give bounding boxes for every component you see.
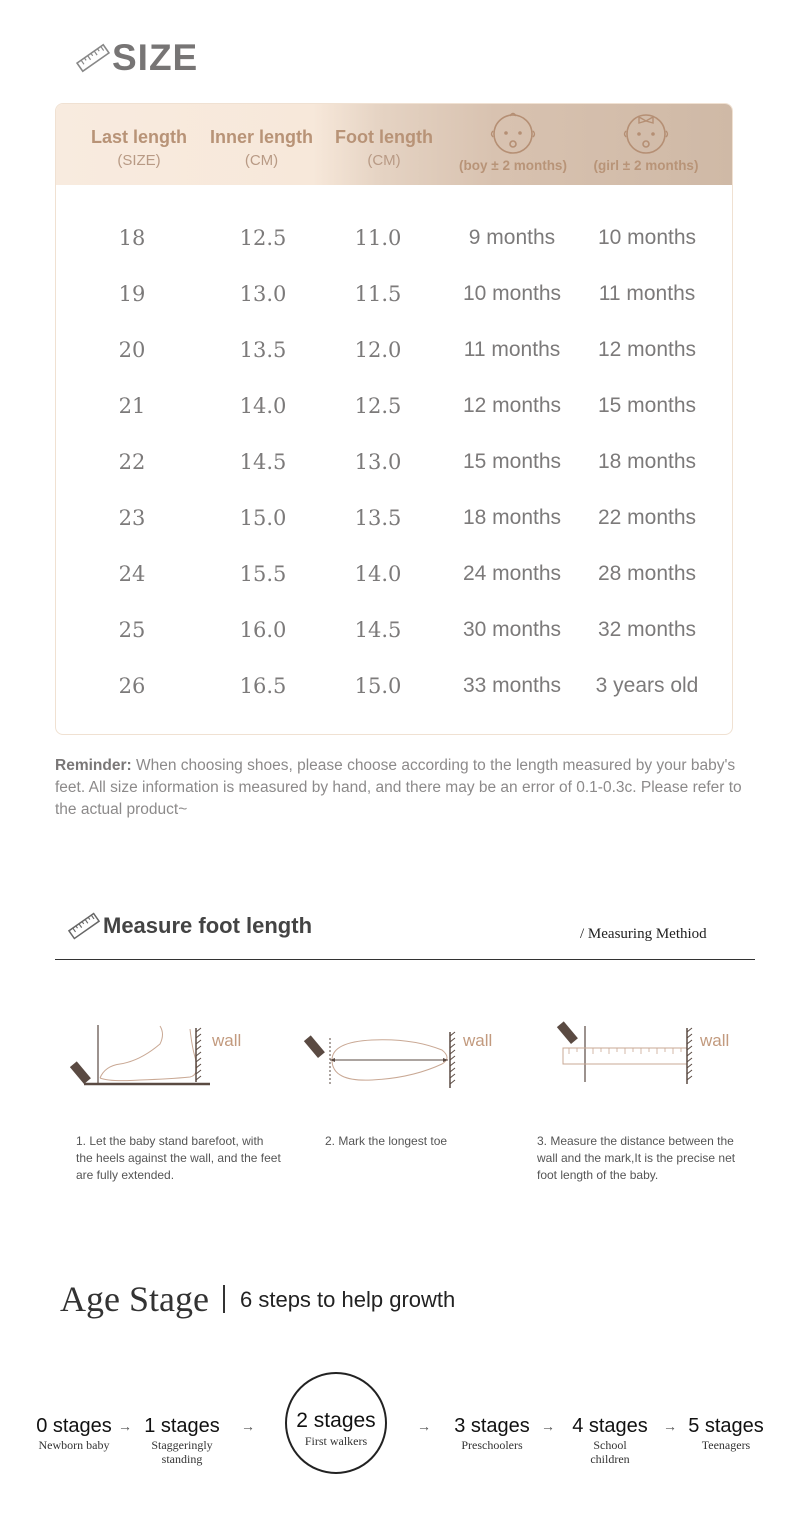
step2-illustration bbox=[300, 1020, 500, 1100]
step1-illustration bbox=[70, 1020, 260, 1100]
table-cell: 10 months bbox=[597, 226, 697, 249]
table-cell: 14.5 bbox=[354, 618, 402, 642]
table-row bbox=[56, 546, 732, 602]
table-cell: 30 months bbox=[462, 618, 562, 641]
step2-text: 2. Mark the longest toe bbox=[325, 1134, 448, 1148]
table-row bbox=[56, 266, 732, 322]
table-cell: 18 bbox=[118, 226, 146, 250]
table-cell: 3 years old bbox=[595, 674, 699, 697]
table-cell: 12.5 bbox=[354, 394, 402, 418]
table-cell: 24 bbox=[118, 562, 146, 586]
table-row bbox=[56, 658, 732, 714]
step3-illustration bbox=[555, 1020, 755, 1100]
table-cell: 25 bbox=[118, 618, 146, 642]
table-header bbox=[56, 104, 732, 185]
header-last-length: Last length (SIZE) bbox=[90, 127, 187, 169]
header-inner-length: Inner length (CM) bbox=[210, 127, 313, 169]
boy-face-icon bbox=[489, 111, 537, 157]
age-stage-subtitle: 6 steps to help growth bbox=[240, 1287, 456, 1312]
table-cell: 32 months bbox=[597, 618, 697, 641]
table-cell: 12 months bbox=[597, 338, 697, 361]
measure-subtitle: / Measuring Methiod bbox=[580, 926, 707, 942]
table-row bbox=[56, 490, 732, 546]
table-cell: 15.0 bbox=[354, 674, 402, 698]
table-cell: 9 months bbox=[468, 226, 556, 249]
table-cell: 24 months bbox=[462, 562, 562, 585]
stage-2: 2 stages First walkers bbox=[296, 1409, 376, 1448]
table-cell: 11 months bbox=[598, 282, 696, 305]
stage-3: 3 stages Preschoolers bbox=[454, 1415, 530, 1452]
wall-label: wall bbox=[212, 1031, 242, 1050]
stage-1: 1 stages Staggeringly standing bbox=[144, 1415, 220, 1466]
measure-title: Measure foot length bbox=[103, 913, 313, 938]
arrow-icon: → bbox=[241, 1418, 255, 1434]
table-cell: 13.5 bbox=[354, 506, 402, 530]
ruler-icon bbox=[76, 41, 110, 75]
table-cell: 14.0 bbox=[239, 394, 287, 418]
header-boy: (boy ± 2 months) bbox=[448, 111, 578, 175]
stage-5: 5 stages Teenagers bbox=[688, 1415, 764, 1452]
title-separator bbox=[223, 1285, 225, 1313]
step3-text: 3. Measure the distance between the wall and the mark,It is the precise net foot length of the baby. bbox=[537, 1134, 736, 1182]
table-cell: 12 months bbox=[462, 394, 562, 417]
table-cell: 22 bbox=[118, 450, 146, 474]
stage-0: 0 stages Newborn baby bbox=[36, 1415, 112, 1452]
wall-label: wall bbox=[700, 1031, 730, 1050]
step1-text: 1. Let the baby stand barefoot, with the heels against the wall, and the feet are fully extended. bbox=[76, 1134, 281, 1182]
header-girl: (girl ± 2 months) bbox=[581, 111, 711, 175]
stage-4: 4 stages School children bbox=[572, 1415, 648, 1466]
header-foot-length: Foot length (CM) bbox=[335, 127, 433, 169]
table-row bbox=[56, 378, 732, 434]
table-cell: 18 months bbox=[597, 450, 697, 473]
reminder-note bbox=[55, 755, 745, 821]
reminder-text: When choosing shoes, please choose according to the length measured by your baby's feet. All size information is measured by hand, and there may be an error of 0.1-0.3c. Please refer to the actual product~ bbox=[55, 757, 742, 818]
table-cell: 22 months bbox=[597, 506, 697, 529]
size-table bbox=[55, 103, 733, 735]
table-cell: 10 months bbox=[462, 282, 562, 305]
measure-heading bbox=[68, 910, 312, 942]
size-title: SIZE bbox=[112, 37, 199, 78]
table-cell: 33 months bbox=[462, 674, 562, 697]
table-cell: 26 bbox=[118, 674, 146, 698]
table-cell: 14.5 bbox=[239, 450, 287, 474]
table-cell: 13.0 bbox=[239, 282, 287, 306]
arrow-icon: → bbox=[417, 1418, 431, 1434]
divider bbox=[55, 959, 755, 960]
size-heading bbox=[76, 38, 198, 78]
wall-label: wall bbox=[463, 1031, 493, 1050]
table-cell: 28 months bbox=[597, 562, 697, 585]
table-cell: 12.5 bbox=[239, 226, 287, 250]
table-cell: 19 bbox=[118, 282, 146, 306]
table-cell: 11 months bbox=[463, 338, 561, 361]
table-cell: 23 bbox=[118, 506, 146, 530]
table-cell: 20 bbox=[118, 338, 146, 362]
table-cell: 15 months bbox=[597, 394, 697, 417]
table-cell: 12.0 bbox=[354, 338, 402, 362]
arrow-icon: → bbox=[118, 1418, 132, 1434]
table-cell: 11.5 bbox=[354, 282, 402, 306]
table-cell: 15 months bbox=[462, 450, 562, 473]
ruler-icon bbox=[68, 910, 100, 942]
table-cell: 13.0 bbox=[354, 450, 402, 474]
table-row bbox=[56, 434, 732, 490]
table-cell: 15.0 bbox=[239, 506, 287, 530]
table-cell: 11.0 bbox=[354, 226, 402, 250]
arrow-icon: → bbox=[541, 1418, 555, 1434]
table-cell: 18 months bbox=[462, 506, 562, 529]
table-cell: 21 bbox=[118, 394, 146, 418]
table-cell: 13.5 bbox=[239, 338, 287, 362]
table-row bbox=[56, 210, 732, 266]
table-cell: 15.5 bbox=[239, 562, 287, 586]
table-cell: 14.0 bbox=[354, 562, 402, 586]
table-cell: 16.0 bbox=[239, 618, 287, 642]
arrow-icon: → bbox=[663, 1418, 677, 1434]
reminder-label: Reminder: bbox=[55, 757, 132, 774]
table-row bbox=[56, 602, 732, 658]
table-cell: 16.5 bbox=[239, 674, 287, 698]
girl-face-icon bbox=[622, 111, 670, 157]
table-row bbox=[56, 322, 732, 378]
age-stage-title: Age Stage bbox=[60, 1279, 209, 1319]
